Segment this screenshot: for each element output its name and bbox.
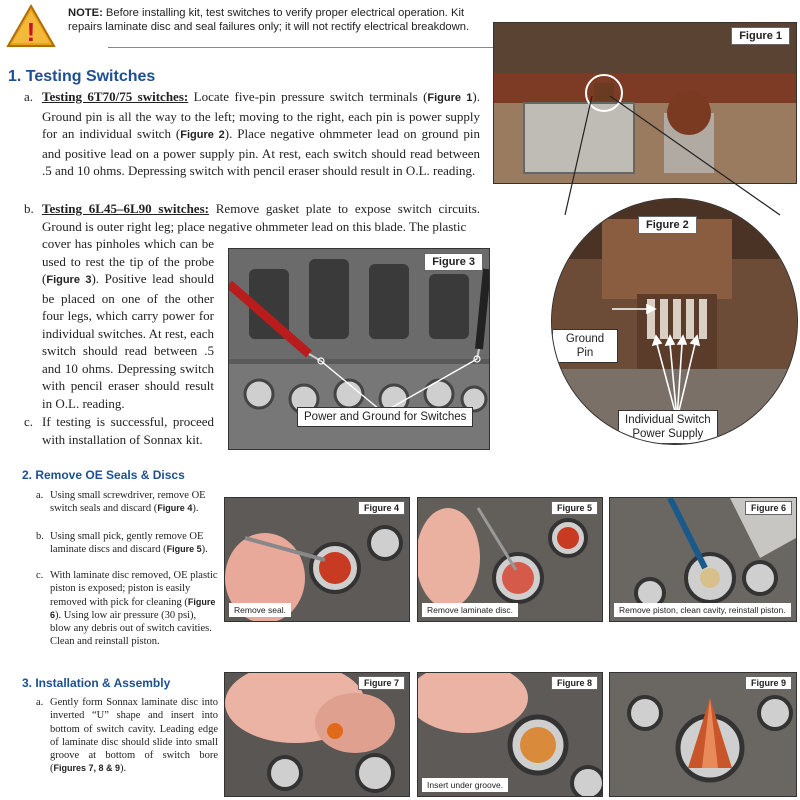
section2-heading: 2. Remove OE Seals & Discs [22,468,185,482]
warning-triangle-icon [6,4,56,48]
marker-a: a. [24,89,34,104]
figure3-title: Figure 3 [424,253,483,271]
figure5-title: Figure 5 [551,501,598,515]
section2-item-a: a. Using small screwdriver, remove OE switch seals and discard (Figure 4). [36,490,206,515]
section1-item-b-top: b. Testing 6L45–6L90 switches: Remove gasket plate to expose switch circuits. Ground is outer right leg; place negative ohmmeter lead on this blade. The plastic [24,201,480,234]
section1-item-b-body: cover has pinholes which can be used to rest the tip of the probe (Figure 3). Positive lead should be placed on one of the other four legs, which carry power for individual switches. At rest, each switch should read between .5 and 10 ohms. Depressing switch with pencil eraser should result in O.L. reading. [42,236,214,411]
callout-ground-pin: Ground Pin [552,329,618,363]
figure4-caption: Remove seal. [229,603,291,617]
marker-b: b. [24,201,34,216]
figure8-photo [417,672,603,797]
figure2-photo [551,198,798,445]
figure7-title: Figure 7 [358,676,405,690]
figure9-title: Figure 9 [745,676,792,690]
figure6-title: Figure 6 [745,501,792,515]
figure6-caption: Remove piston, clean cavity, reinstall piston. [614,603,791,617]
marker-c: c. [24,414,34,429]
section1-item-a: a. Testing 6T70/75 switches: Locate five-pin pressure switch terminals (Figure 1). Ground pin is all the way to the left; moving to the right, each pin is power supply for an individual switch (Figure 2). Place negative ohmmeter lead on ground pin and positive lead on a power supply pin. At rest, each switch should read between .5 and 10 ohms. Depressing switch with pencil eraser should result in O.L. reading. [24,89,481,178]
figure9-photo [609,672,797,797]
svg-text:!: ! [26,17,36,47]
section2-item-c: c. With laminate disc removed, OE plastic piston is exposed; piston is easily removed with pick for cleaning (Figure 6). Using low air pressure (30 psi), blow any debris out of switch cavities. Clean and reinstall piston. [36,570,218,648]
callout-individual-switch: Individual Switch Power Supply [618,410,718,444]
section3-heading: 3. Installation & Assembly [22,676,171,690]
section1-heading: 1. Testing Switches [8,68,156,85]
figure7-photo [224,672,410,797]
figure1-title: Figure 1 [731,27,790,45]
section1-item-c: c. If testing is successful, proceed with installation of Sonnax kit. [24,414,214,447]
figure6-photo [609,497,797,622]
callout-power-ground: Power and Ground for Switches [297,407,473,427]
figure4-photo [224,497,410,622]
note-text: NOTE: Before installing kit, test switches to verify proper electrical operation. Kit repairs laminate disc and seal failures only; it will not rectify electrical breakdown. [68,7,470,33]
figure5-photo [417,497,603,622]
figure4-title: Figure 4 [358,501,405,515]
figure3-photo [228,248,490,450]
section2-item-b: b. Using small pick, gently remove OE laminate discs and discard (Figure 5). [36,531,208,556]
section3-item-a: a. Gently form Sonnax laminate disc into inverted “U” shape and insert into bottom of switch cavity. Leading edge of laminate disc should slide into small groove at bottom of switch bore (Figures 7, 8 & 9). [36,697,218,775]
figure8-caption: Insert under groove. [422,778,508,792]
figure5-caption: Remove laminate disc. [422,603,518,617]
figure2-title: Figure 2 [638,216,697,234]
figure8-title: Figure 8 [551,676,598,690]
